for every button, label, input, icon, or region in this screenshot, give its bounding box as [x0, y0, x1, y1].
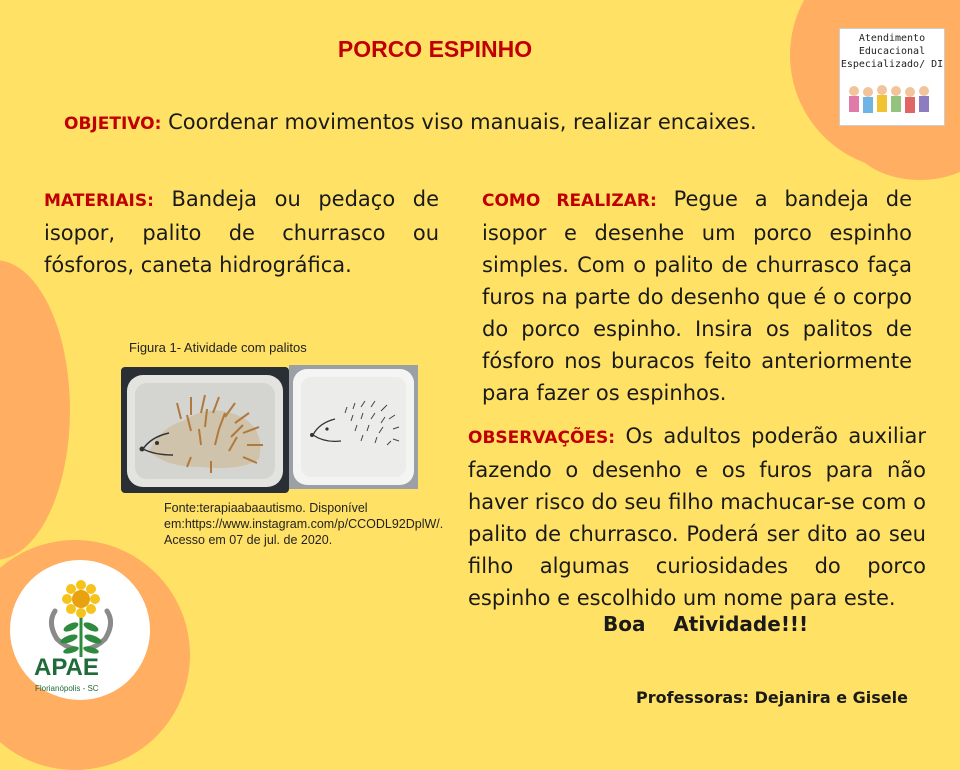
observations-paragraph: [468, 420, 926, 614]
apae-logo-city: Florianópolis - SC: [35, 684, 99, 693]
figure-caption: Figura 1- Atividade com palitos: [129, 340, 307, 355]
hedgehog-drawing-photo: [289, 365, 418, 489]
aee-badge: [839, 28, 945, 126]
page-title: PORCO ESPINHO: [337, 36, 533, 62]
badge-line-3: Especializado/ DI: [840, 59, 944, 70]
objective-label: OBJETIVO:: [64, 114, 162, 134]
materials-text: Bandeja ou pedaço de isopor, palito de churrasco ou fósforos, caneta hidrográfica.: [44, 187, 439, 277]
materials-label: MATERIAIS:: [44, 191, 154, 211]
children-illustration: [846, 83, 938, 119]
how-to-label: COMO REALIZAR:: [482, 191, 657, 211]
observations-text: Os adultos poderão auxiliar fazendo o desenho e os furos para não haver risco do seu filho machucar-se com o palito de churrasco. Poderá ser dito ao seu filho algumas curiosidades do porco espinho e escolhido um nome para este.: [468, 424, 926, 610]
objective-paragraph: [64, 110, 757, 134]
closing-message: Boa Atividade!!!: [603, 612, 809, 636]
how-to-text: Pegue a bandeja de isopor e desenhe um porco espinho simples. Com o palito de churrasco faça furos na parte do desenho que é o corpo do porco espinho. Insira os palitos de fósforo nos buracos feito anteriormente para fazer os espinhos.: [482, 187, 912, 405]
apae-logo-text: APAE: [34, 654, 99, 681]
decorative-shape-left: [0, 260, 70, 560]
objective-text: Coordenar movimentos viso manuais, realizar encaixes.: [168, 110, 757, 134]
hedgehog-photo-with-sticks: [121, 367, 289, 493]
materials-paragraph: [44, 183, 439, 281]
teachers-credit: Professoras: Dejanira e Gisele: [636, 688, 908, 707]
badge-line-1: Atendimento: [858, 33, 926, 44]
figure-source: Fonte:terapiaabaautismo. Disponível em:https://www.instagram.com/p/CCODL92DplW/. Acesso em 07 de jul. de 2020.: [164, 501, 444, 547]
how-to-paragraph: [482, 183, 912, 409]
apae-flower-logo: [45, 577, 117, 661]
observations-label: OBSERVAÇÕES:: [468, 428, 616, 448]
badge-line-2: Educacional: [858, 46, 926, 57]
